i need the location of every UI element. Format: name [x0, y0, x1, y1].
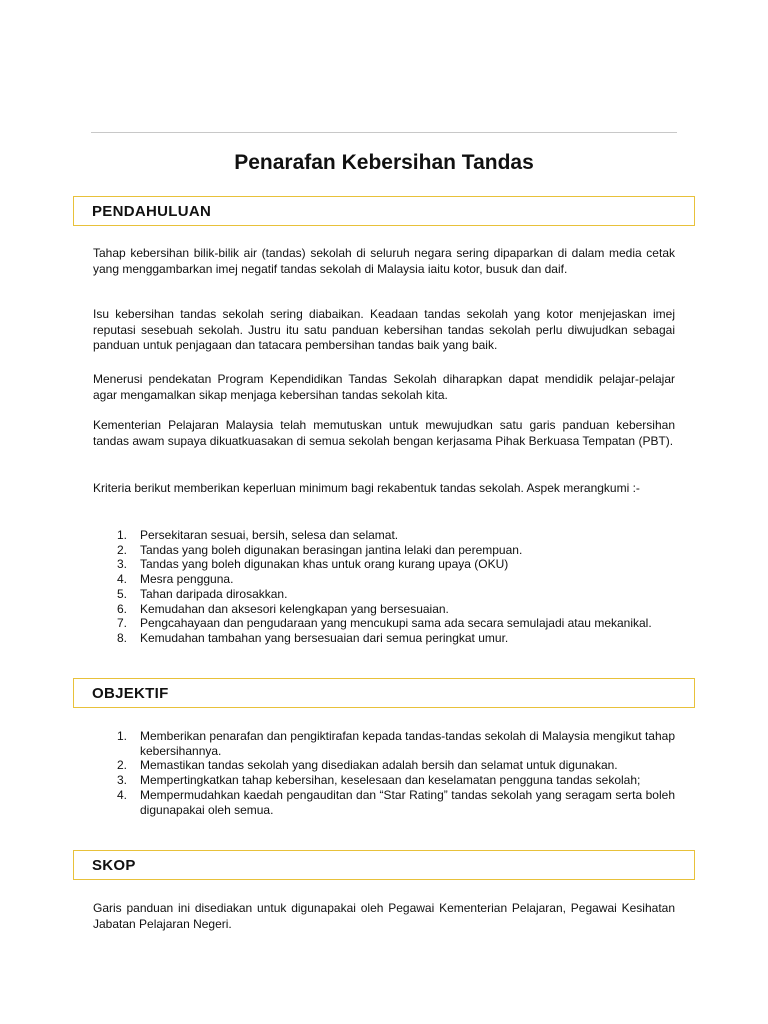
list-text: Pengcahayaan dan pengudaraan yang mencukupi sama ada secara semulajadi atau mekanikal. [140, 616, 652, 631]
list-number: 7. [117, 616, 128, 631]
section-heading: OBJEKTIF [92, 685, 169, 702]
top-divider [91, 132, 677, 133]
list-text: Mempertingkatkan tahap kebersihan, keselesaan dan keselamatan pengguna tandas sekolah; [140, 773, 641, 788]
criteria-list [93, 528, 675, 646]
list-item [93, 602, 675, 617]
objective-list [93, 729, 675, 817]
list-text: Memastikan tandas sekolah yang disediakan adalah bersih dan selamat untuk digunakan. [140, 758, 618, 773]
list-number: 5. [117, 586, 128, 601]
list-number: 2. [117, 758, 128, 773]
list-item [93, 631, 675, 646]
list-number: 8. [117, 630, 128, 645]
list-item [93, 788, 675, 817]
list-number: 3. [117, 557, 128, 572]
list-number: 4. [117, 572, 128, 587]
paragraph: Menerusi pendekatan Program Kependidikan Tandas Sekolah diharapkan dapat mendidik pelajar-pelajar agar mengamalkan sikap menjaga kebersihan tandas sekolah kita. [93, 372, 675, 402]
list-item [93, 528, 675, 543]
paragraph: Kementerian Pelajaran Malaysia telah memutuskan untuk mewujudkan satu garis panduan kebersihan tandas awam supaya dikuatkuasakan di semua sekolah bengan kerjasama Pihak Berkuasa Tempatan (PBT). [93, 418, 675, 448]
list-text: Kemudahan tambahan yang bersesuaian dari semua peringkat umur. [140, 630, 509, 645]
page-title: Penarafan Kebersihan Tandas [234, 151, 534, 174]
list-number: 4. [117, 787, 128, 802]
list-number: 3. [117, 773, 128, 788]
list-number: 1. [117, 528, 128, 542]
list-item [93, 758, 675, 773]
list-number: 6. [117, 601, 128, 616]
list-item [93, 572, 675, 587]
list-text: Tandas yang boleh digunakan berasingan jantina lelaki dan perempuan. [140, 542, 523, 557]
list-item [93, 729, 675, 758]
section-header-pendahuluan [73, 196, 695, 226]
section-header-objektif [73, 678, 695, 708]
list-text: Persekitaran sesuai, bersih, selesa dan selamat. [140, 528, 399, 542]
section-heading: PENDAHULUAN [92, 203, 212, 220]
section-heading: SKOP [92, 857, 136, 874]
list-item [93, 587, 675, 602]
list-item [93, 616, 675, 631]
list-text: Memberikan penarafan dan pengiktirafan kepada tandas-tandas sekolah di Malaysia mengikut tahap kebersihannya. [140, 729, 675, 758]
list-item [93, 557, 675, 572]
list-number: 1. [117, 729, 128, 743]
list-text: Tahan daripada dirosakkan. [140, 586, 288, 601]
list-item [93, 543, 675, 558]
paragraph: Garis panduan ini disediakan untuk digunapakai oleh Pegawai Kementerian Pelajaran, Pegawai Kesihatan Jabatan Pelajaran Negeri. [93, 901, 675, 931]
paragraph: Isu kebersihan tandas sekolah sering diabaikan. Keadaan tandas sekolah yang kotor menjejaskan imej reputasi sesebuah sekolah. Justru itu satu panduan kebersihan tandas sekolah perlu diwujudkan sebagai panduan untuk penjagaan dan tatacara pembersihan tandas baik yang baik. [93, 307, 675, 352]
list-text: Mempermudahkan kaedah pengauditan dan “Star Rating” tandas sekolah yang seragam serta boleh digunapakai oleh semua. [140, 787, 675, 817]
paragraph: Tahap kebersihan bilik-bilik air (tandas) sekolah di seluruh negara sering dipaparkan di dalam media cetak yang menggambarkan imej negatif tandas sekolah di Malaysia iaitu kotor, busuk dan daif. [93, 246, 675, 276]
list-text: Tandas yang boleh digunakan khas untuk orang kurang upaya (OKU) [140, 557, 509, 572]
list-item [93, 773, 675, 788]
paragraph: Kriteria berikut memberikan keperluan minimum bagi rekabentuk tandas sekolah. Aspek merangkumi :- [93, 481, 640, 495]
list-number: 2. [117, 542, 128, 557]
section-header-skop [73, 850, 695, 880]
list-text: Kemudahan dan aksesori kelengkapan yang bersesuaian. [140, 601, 449, 616]
list-text: Mesra pengguna. [140, 572, 234, 587]
